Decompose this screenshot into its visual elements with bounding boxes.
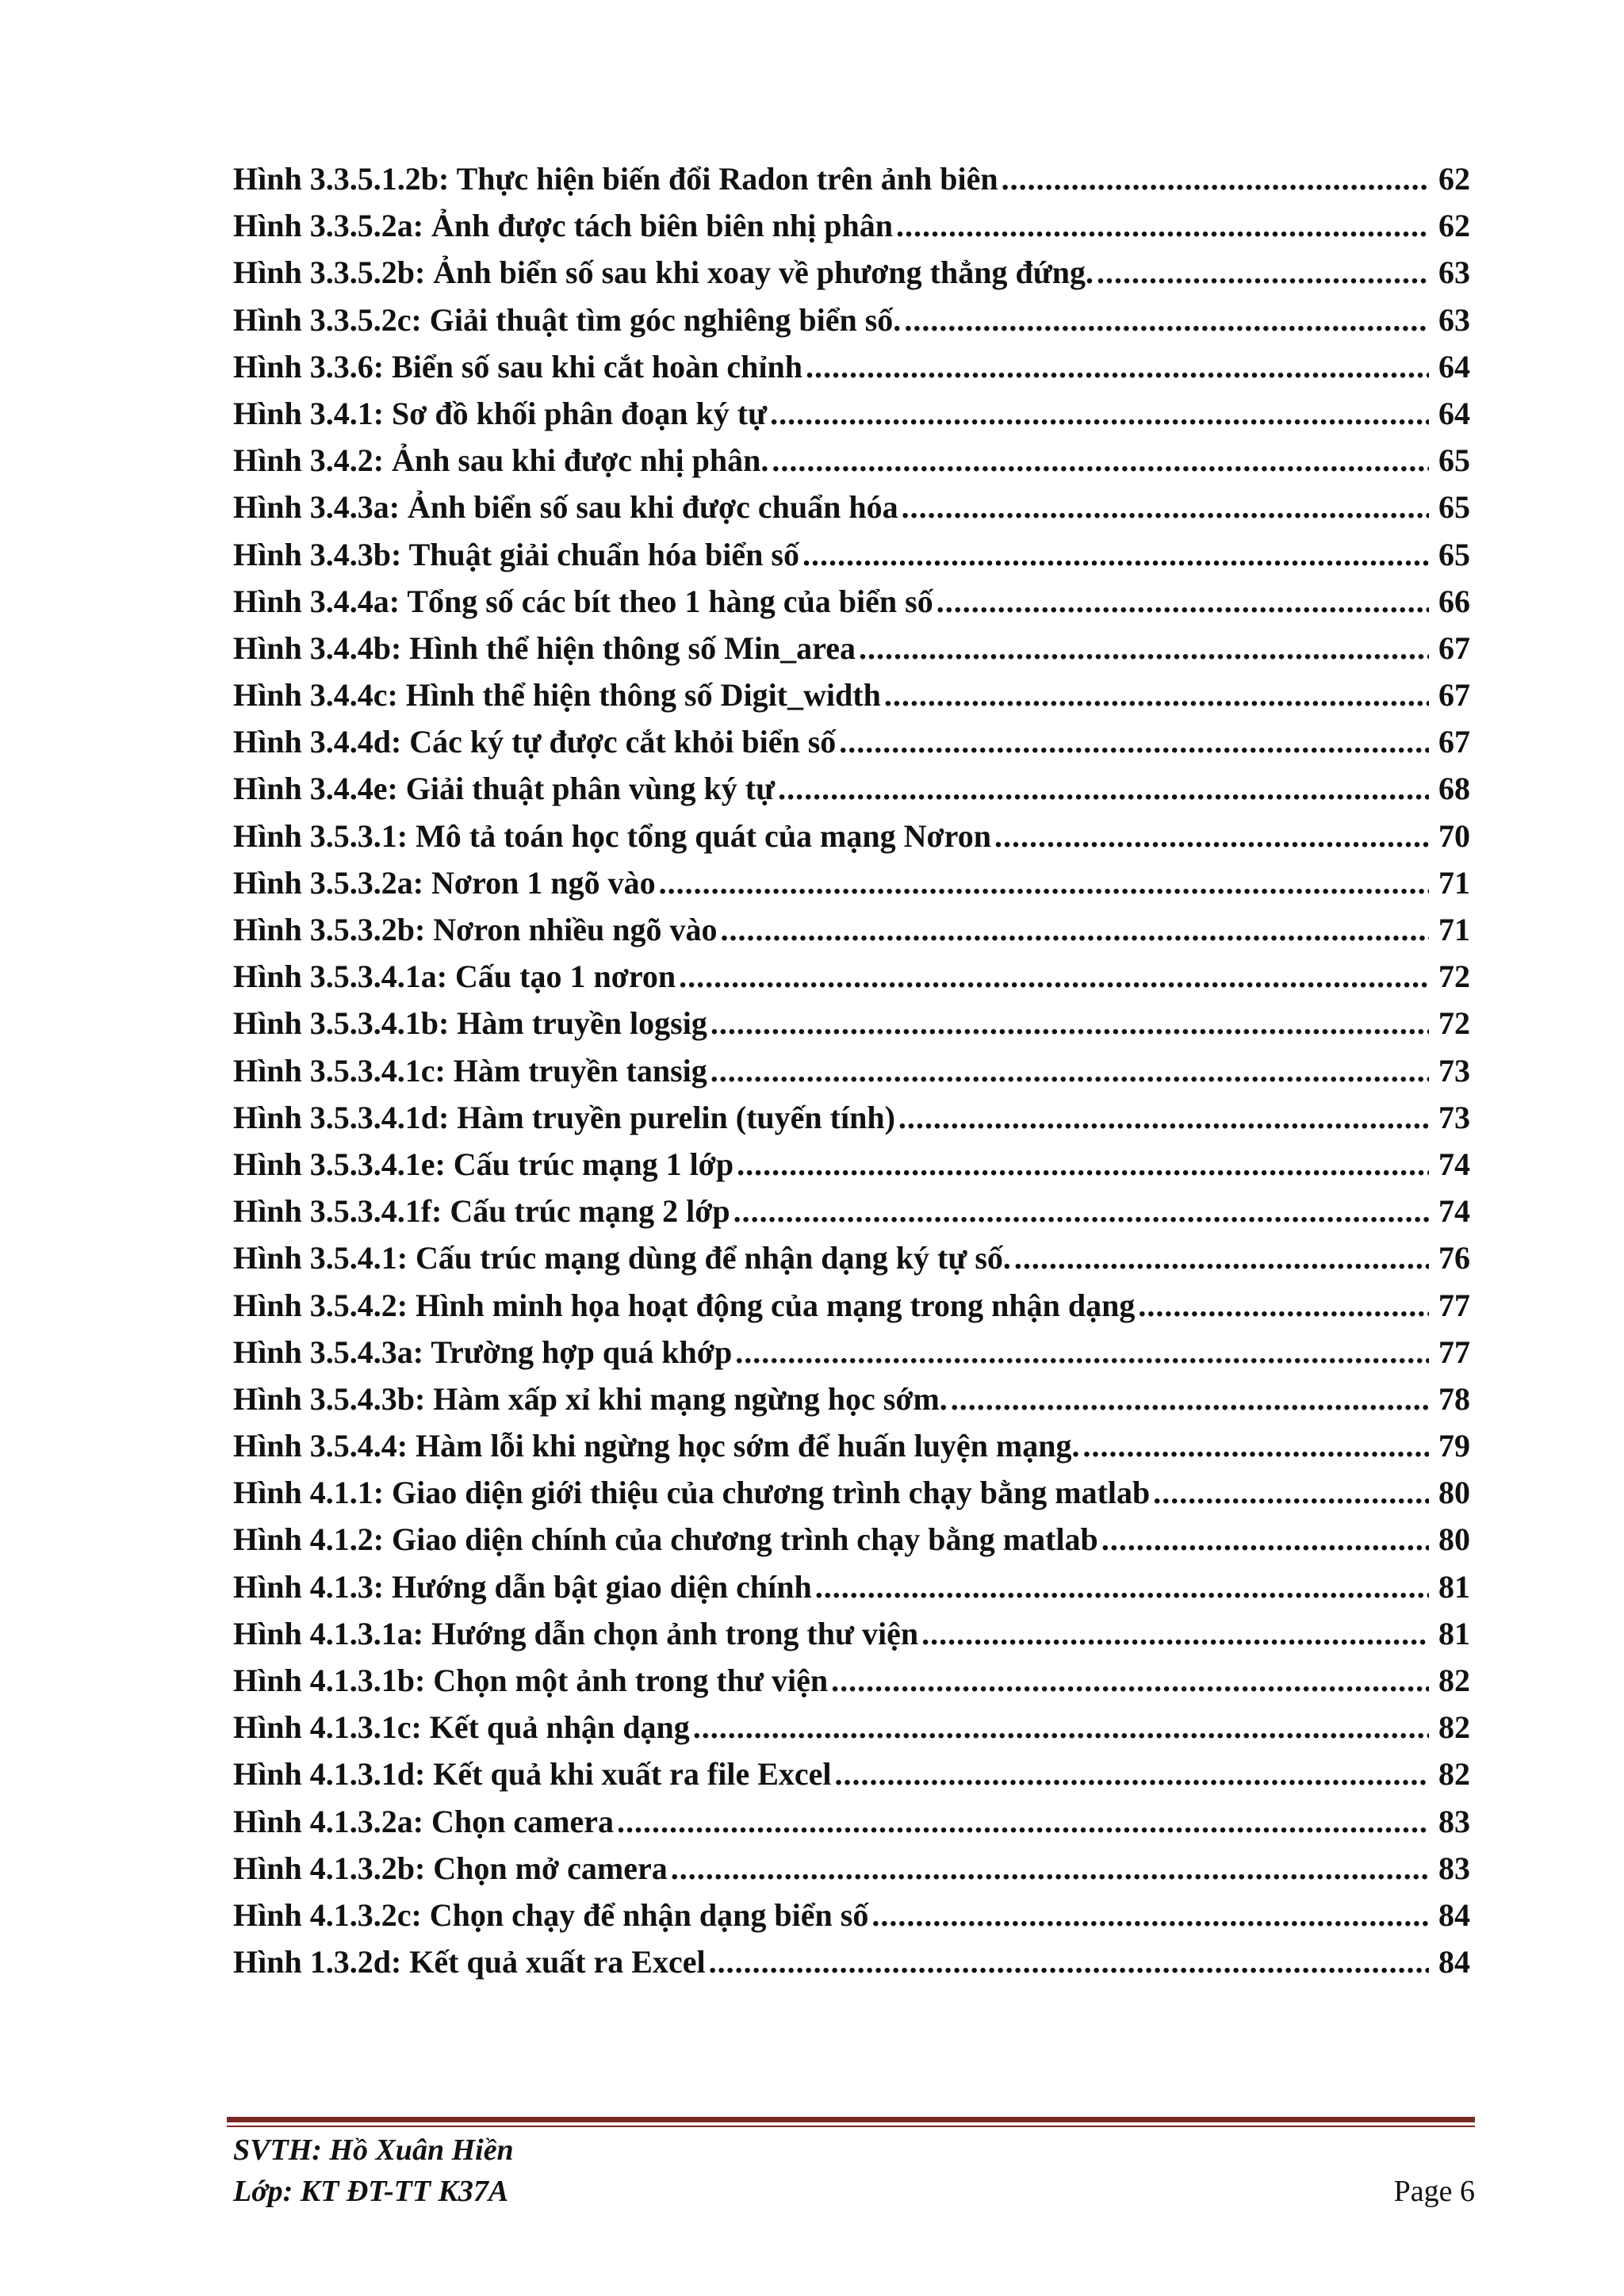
- toc-entry[interactable]: [233, 1704, 1470, 1751]
- toc-entry-page: 65: [1438, 489, 1470, 526]
- toc-entry[interactable]: [233, 249, 1470, 296]
- toc-dot-leader: [902, 484, 1429, 530]
- footer-class-name: Lớp: KT ĐT-TT K37A: [233, 2175, 509, 2208]
- toc-dot-leader: [772, 437, 1429, 484]
- toc-entry[interactable]: [233, 155, 1470, 202]
- toc-entry-page: 80: [1438, 1521, 1470, 1558]
- toc-dot-leader: [617, 1798, 1429, 1845]
- toc-entry-page: 72: [1438, 959, 1470, 995]
- toc-entry-title: Hình 4.1.3.1d: Kết quả khi xuất ra file Excel: [233, 1756, 832, 1793]
- toc-entry-page: 77: [1438, 1287, 1470, 1323]
- toc-dot-leader: [737, 1141, 1429, 1188]
- toc-entry-page: 82: [1438, 1663, 1470, 1698]
- toc-entry[interactable]: [233, 672, 1470, 718]
- toc-entry-title: Hình 4.1.3.2b: Chọn mở camera: [233, 1850, 668, 1886]
- toc-entry[interactable]: [233, 1751, 1470, 1797]
- toc-dot-leader: [693, 1704, 1429, 1751]
- toc-entry[interactable]: [233, 531, 1470, 578]
- toc-entry-title: Hình 4.1.3.1b: Chọn một ảnh trong thư viện: [233, 1663, 829, 1698]
- toc-entry[interactable]: [233, 1188, 1470, 1234]
- toc-dot-leader: [921, 1610, 1429, 1657]
- toc-dot-leader: [1014, 1234, 1429, 1281]
- toc-dot-leader: [671, 1845, 1429, 1892]
- toc-entry-title: Hình 3.5.4.3b: Hàm xấp xỉ khi mạng ngừng học sớm.: [233, 1380, 948, 1417]
- toc-entry[interactable]: [233, 484, 1470, 530]
- toc-entry-title: Hình 3.4.4c: Hình thể hiện thông số Digit_width: [233, 677, 881, 714]
- toc-dot-leader: [898, 1094, 1429, 1141]
- toc-entry-page: 73: [1438, 1099, 1470, 1135]
- toc-entry-page: 71: [1438, 912, 1470, 947]
- toc-entry[interactable]: [233, 1892, 1470, 1938]
- toc-entry-title: Hình 3.3.6: Biển số sau khi cắt hoàn chỉnh: [233, 348, 802, 385]
- toc-entry-page: 62: [1438, 161, 1470, 197]
- toc-entry-title: Hình 4.1.2: Giao diện chính của chương trình chạy bằng matlab: [233, 1521, 1098, 1558]
- toc-entry-title: Hình 3.5.3.4.1b: Hàm truyền logsig: [233, 1005, 707, 1042]
- toc-dot-leader: [770, 390, 1429, 437]
- toc-dot-leader: [778, 765, 1429, 812]
- toc-dot-leader: [839, 718, 1429, 765]
- footer-rule: [227, 2117, 1475, 2122]
- toc-entry[interactable]: [233, 1282, 1470, 1329]
- toc-entry[interactable]: [233, 343, 1470, 390]
- toc-entry-page: 74: [1438, 1146, 1470, 1182]
- toc-entry[interactable]: [233, 765, 1470, 812]
- toc-entry[interactable]: [233, 1141, 1470, 1188]
- toc-entry-page: 84: [1438, 1896, 1470, 1933]
- toc-entry-title: Hình 3.4.4b: Hình thể hiện thông số Min_area: [233, 629, 856, 666]
- toc-dot-leader: [735, 1329, 1429, 1376]
- toc-entry[interactable]: [233, 390, 1470, 437]
- toc-entry-page: 64: [1438, 348, 1470, 385]
- toc-dot-leader: [831, 1657, 1429, 1704]
- toc-entry-page: 65: [1438, 442, 1470, 479]
- toc-entry-page: 67: [1438, 677, 1470, 714]
- toc-dot-leader: [951, 1376, 1429, 1422]
- toc-entry-title: Hình 3.5.3.4.1d: Hàm truyền purelin (tuyến tính): [233, 1099, 895, 1135]
- toc-entry-title: Hình 3.5.4.4: Hàm lỗi khi ngừng học sớm để huấn luyện mạng.: [233, 1428, 1080, 1464]
- toc-dot-leader: [710, 1047, 1429, 1094]
- toc-entry[interactable]: [233, 1469, 1470, 1516]
- toc-entry-page: 80: [1438, 1475, 1470, 1511]
- toc-entry[interactable]: [233, 202, 1470, 249]
- toc-dot-leader: [896, 202, 1429, 249]
- toc-entry-page: 74: [1438, 1193, 1470, 1230]
- toc-entry-title: Hình 3.3.5.2a: Ảnh được tách biên biên nhị phân: [233, 208, 893, 244]
- toc-entry-page: 77: [1438, 1334, 1470, 1370]
- toc-entry-title: Hình 3.5.4.3a: Trường hợp quá khớp: [233, 1334, 733, 1370]
- toc-entry[interactable]: [233, 813, 1470, 859]
- toc-entry[interactable]: [233, 1000, 1470, 1047]
- toc-dot-leader: [679, 953, 1429, 1000]
- toc-entry-title: Hình 3.5.4.2: Hình minh họa hoạt động của mạng trong nhận dạng: [233, 1287, 1136, 1323]
- toc-entry-page: 73: [1438, 1052, 1470, 1089]
- toc-dot-leader: [1097, 249, 1429, 296]
- toc-entry-page: 82: [1438, 1709, 1470, 1746]
- toc-entry-title: Hình 4.1.3: Hướng dẫn bật giao diện chính: [233, 1568, 812, 1605]
- toc-entry[interactable]: [233, 625, 1470, 672]
- toc-entry-page: 72: [1438, 1005, 1470, 1042]
- toc-entry[interactable]: [233, 1938, 1470, 1985]
- toc-dot-leader: [994, 813, 1429, 859]
- toc-entry-page: 81: [1438, 1615, 1470, 1651]
- toc-entry[interactable]: [233, 1798, 1470, 1845]
- toc-entry-title: Hình 4.1.1: Giao diện giới thiệu của chương trình chạy bằng matlab: [233, 1475, 1151, 1511]
- toc-dot-leader: [871, 1892, 1429, 1938]
- toc-dot-leader: [1002, 155, 1429, 202]
- toc-dot-leader: [884, 672, 1429, 718]
- toc-entry-page: 83: [1438, 1803, 1470, 1839]
- toc-entry-title: Hình 3.5.3.4.1a: Cấu tạo 1 nơron: [233, 959, 676, 995]
- toc-entry-page: 82: [1438, 1756, 1470, 1793]
- toc-entry[interactable]: [233, 953, 1470, 1000]
- toc-entry[interactable]: [233, 1047, 1470, 1094]
- toc-entry-title: Hình 3.5.3.2b: Nơron nhiều ngõ vào: [233, 912, 718, 947]
- toc-dot-leader: [659, 859, 1429, 906]
- toc-entry-page: 79: [1438, 1428, 1470, 1464]
- toc-entry-title: Hình 4.1.3.1a: Hướng dẫn chọn ảnh trong thư viện: [233, 1615, 919, 1651]
- toc-entry-title: Hình 3.5.3.4.1c: Hàm truyền tansig: [233, 1052, 707, 1089]
- toc-entry-title: Hình 3.4.3b: Thuật giải chuẩn hóa biển số: [233, 536, 799, 572]
- toc-entry[interactable]: [233, 1094, 1470, 1141]
- toc-entry-title: Hình 4.1.3.1c: Kết quả nhận dạng: [233, 1709, 690, 1746]
- toc-dot-leader: [720, 906, 1429, 953]
- toc-entry-title: Hình 3.4.4a: Tổng số các bít theo 1 hàng của biển số: [233, 583, 933, 619]
- toc-entry-title: Hình 3.4.4e: Giải thuật phân vùng ký tự: [233, 771, 776, 807]
- toc-entry-page: 67: [1438, 724, 1470, 760]
- toc-entry[interactable]: [233, 1329, 1470, 1376]
- toc-entry-title: Hình 3.5.3.2a: Nơron 1 ngõ vào: [233, 864, 656, 901]
- toc-entry-page: 63: [1438, 254, 1470, 291]
- toc-entry-title: Hình 3.5.3.1: Mô tả toán học tổng quát của mạng Nơron: [233, 817, 991, 854]
- toc-entry-page: 62: [1438, 208, 1470, 244]
- toc-dot-leader: [1101, 1516, 1429, 1563]
- toc-entry-title: Hình 1.3.2d: Kết quả xuất ra Excel: [233, 1944, 706, 1980]
- toc-entry[interactable]: [233, 859, 1470, 906]
- toc-entry[interactable]: [233, 1845, 1470, 1892]
- toc-entry[interactable]: [233, 906, 1470, 953]
- toc-entry-title: Hình 3.3.5.2c: Giải thuật tìm góc nghiêng biển số.: [233, 301, 902, 338]
- toc-entry-page: 70: [1438, 817, 1470, 854]
- toc-entry[interactable]: [233, 1610, 1470, 1657]
- toc-entry-title: Hình 4.1.3.2c: Chọn chạy để nhận dạng biển số: [233, 1896, 869, 1933]
- toc-entry-page: 81: [1438, 1568, 1470, 1605]
- toc-entry-page: 64: [1438, 395, 1470, 431]
- toc-entry-page: 66: [1438, 583, 1470, 619]
- figure-list: [233, 155, 1470, 1985]
- toc-entry-title: Hình 3.4.4d: Các ký tự được cắt khỏi biển số: [233, 724, 837, 760]
- toc-entry-title: Hình 3.3.5.1.2b: Thực hiện biến đổi Radon trên ảnh biên: [233, 161, 998, 197]
- toc-dot-leader: [1083, 1422, 1430, 1469]
- toc-entry[interactable]: [233, 437, 1470, 484]
- toc-entry[interactable]: [233, 1516, 1470, 1563]
- toc-dot-leader: [936, 578, 1429, 625]
- toc-entry-title: Hình 3.4.1: Sơ đồ khối phân đoạn ký tự: [233, 395, 768, 431]
- footer-rule-thin: [227, 2126, 1475, 2127]
- toc-entry-title: Hình 3.3.5.2b: Ảnh biển số sau khi xoay về phương thẳng đứng.: [233, 254, 1094, 291]
- toc-entry-title: Hình 3.5.3.4.1e: Cấu trúc mạng 1 lớp: [233, 1146, 734, 1182]
- toc-entry-title: Hình 3.4.3a: Ảnh biển số sau khi được chuẩn hóa: [233, 489, 898, 526]
- toc-dot-leader: [1153, 1469, 1429, 1516]
- toc-entry-page: 78: [1438, 1380, 1470, 1417]
- footer-student-name: SVTH: Hồ Xuân Hiền: [233, 2133, 514, 2167]
- toc-entry-page: 76: [1438, 1240, 1470, 1276]
- toc-dot-leader: [904, 297, 1429, 343]
- toc-entry-page: 67: [1438, 629, 1470, 666]
- toc-entry[interactable]: [233, 1657, 1470, 1704]
- toc-dot-leader: [1138, 1282, 1429, 1329]
- toc-dot-leader: [859, 625, 1429, 672]
- toc-entry[interactable]: [233, 297, 1470, 343]
- toc-entry[interactable]: [233, 1234, 1470, 1281]
- toc-entry-page: 83: [1438, 1850, 1470, 1886]
- toc-entry-page: 63: [1438, 301, 1470, 338]
- toc-entry[interactable]: [233, 1422, 1470, 1469]
- toc-entry-page: 71: [1438, 864, 1470, 901]
- toc-dot-leader: [806, 343, 1429, 390]
- toc-dot-leader: [733, 1188, 1429, 1234]
- toc-entry-title: Hình 3.5.3.4.1f: Cấu trúc mạng 2 lớp: [233, 1193, 730, 1230]
- toc-entry-page: 65: [1438, 536, 1470, 572]
- toc-entry-page: 84: [1438, 1944, 1470, 1980]
- toc-entry[interactable]: [233, 578, 1470, 625]
- toc-entry[interactable]: [233, 1376, 1470, 1422]
- toc-entry[interactable]: [233, 1563, 1470, 1610]
- toc-dot-leader: [802, 531, 1429, 578]
- page-number: Page 6: [1393, 2175, 1475, 2208]
- toc-dot-leader: [835, 1751, 1430, 1797]
- toc-entry-title: Hình 3.4.2: Ảnh sau khi được nhị phân.: [233, 442, 769, 479]
- toc-entry-page: 68: [1438, 771, 1470, 807]
- toc-dot-leader: [710, 1000, 1429, 1047]
- toc-entry-title: Hình 4.1.3.2a: Chọn camera: [233, 1803, 614, 1839]
- toc-dot-leader: [709, 1938, 1429, 1985]
- toc-entry-title: Hình 3.5.4.1: Cấu trúc mạng dùng để nhận dạng ký tự số.: [233, 1240, 1011, 1276]
- toc-entry[interactable]: [233, 718, 1470, 765]
- toc-dot-leader: [815, 1563, 1429, 1610]
